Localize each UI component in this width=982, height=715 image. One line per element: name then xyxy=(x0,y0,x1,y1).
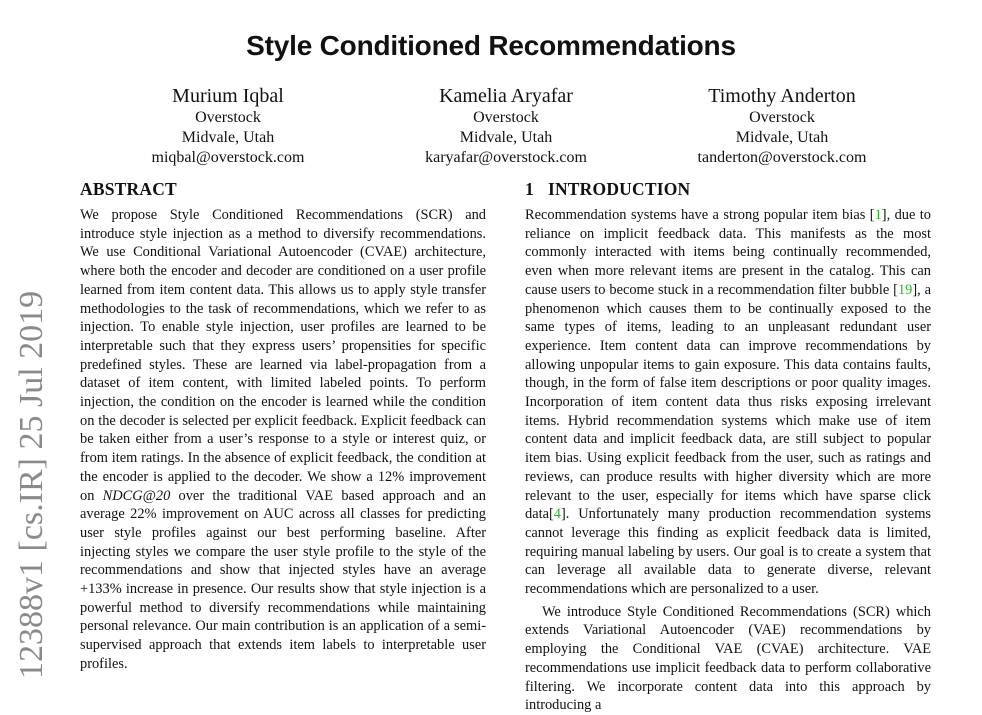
author-location: Midvale, Utah xyxy=(181,129,275,146)
citation-link[interactable]: 1 xyxy=(874,207,882,223)
abstract-heading: ABSTRACT xyxy=(80,179,177,199)
author-name: Timothy Anderton xyxy=(708,85,856,107)
author-location: Midvale, Utah xyxy=(459,129,553,146)
author-email: karyafar@overstock.com xyxy=(425,149,587,166)
author-email: tanderton@overstock.com xyxy=(697,149,867,166)
intro-text: Recommendation systems have a strong popular item bias [ xyxy=(525,207,875,223)
intro-paragraph: We introduce Style Conditioned Recommendations (SCR) which extends Variational Autoencoder (VAE) recommendations by employing the Conditional VAE (CVAE) architecture. VAE recommendations use implicit feedback data to perform collaborative filtering. We incorporate content data into this approach by introducing a xyxy=(525,603,931,714)
abstract-text: We propose Style Conditioned Recommendations (SCR) and introduce style injection as a method to diversify recommendations. We use Conditional Variational Autoencoder (CVAE) architecture, where both the encoder and decoder are conditioned on a user profile learned from item content data. This allows us to apply style transfer methodologies to the task of recommendations, which we refer to as injection. To enable style injection, user profiles are learned to be interpretable such that they express users’ propensities for specific predefined styles. These are learned via label-propagation from a dataset of item content, with limited labeled points. To perform injection, the condition on the encoder is learned while the condition on the decoder is selected per explicit feedback. Explicit feedback can be taken either from a user’s response to a style or interest quiz, or from item ratings. In the absence of explicit feedback, the condition at the encoder is applied to the decoder. We show a 12% improvement on xyxy=(80,207,486,504)
author-block xyxy=(356,84,656,168)
author-affiliation: Overstock xyxy=(749,109,815,126)
introduction-section xyxy=(525,178,931,715)
intro-text: ]. Unfortunately many production recommendation systems cannot leverage this finding as explicit feedback data is limited, requiring manual labeling by users. Our goal is to create a system that can leverage all available data to generate diverse, relevant recommendations which are personalized to a user. xyxy=(525,506,931,598)
intro-text: ], due to reliance on implicit feedback data. This manifests as the most commonly interacted with items being continually recommended, even when more relevant items are present in the catalog. This can cause users to become stuck in a recommendation filter bubble [ xyxy=(525,207,932,298)
author-block xyxy=(632,84,932,168)
author-affiliation: Overstock xyxy=(195,109,261,126)
author-name: Murium Iqbal xyxy=(172,85,284,107)
author-location: Midvale, Utah xyxy=(735,129,829,146)
intro-paragraph xyxy=(525,206,931,599)
abstract-section xyxy=(80,178,486,674)
author-affiliation: Overstock xyxy=(473,109,539,126)
section-title: INTRODUCTION xyxy=(547,179,691,199)
author-block xyxy=(78,84,378,168)
citation-link[interactable]: 19 xyxy=(897,281,913,298)
paper-title: Style Conditioned Recommendations xyxy=(246,30,736,61)
arxiv-stamp: 12388v1 [cs.IR] 25 Jul 2019 xyxy=(13,290,50,679)
section-number: 1 xyxy=(525,179,534,199)
introduction-heading xyxy=(525,178,931,200)
author-email: miqbal@overstock.com xyxy=(151,149,305,166)
citation-link[interactable]: 4 xyxy=(553,506,561,523)
author-name: Kamelia Aryafar xyxy=(439,85,573,107)
intro-text: ], a phenomenon which causes them to be continually exposed to the same types of items, leading to an unpleasant redundant user experience. Item content data can improve recommendations by allowing unpopular items to gain exposure. This data contains faults, though, in the form of false item descriptions or poor quality images. Incorporation of item content data thus risks exposing irrelevant items. Hybrid recommendation systems which make use of item content data and implicit feedback data, are still subject to popular item bias. Using explicit feedback from the user, such as ratings and reviews, can produce results with higher diversity which are more relevant to the user, especially for items which have sparse click data[ xyxy=(525,281,931,523)
abstract-text: over the traditional VAE based approach and an average 22% improvement on AUC across all classes for predicting user style profiles against our best performing baseline. After injecting styles we compare the user style profile to the style of the recommendations and show that injected styles have an average +133% increase in presence. Our results show that style injection is a powerful method to diversify recommendations while maintaining personal relevance. Our main contribution is an application of a semi-supervised approach that extends item labels to interpretable user profiles. xyxy=(80,487,486,672)
metric-name: NDCG@20 xyxy=(102,487,171,504)
abstract-paragraph xyxy=(80,206,486,674)
